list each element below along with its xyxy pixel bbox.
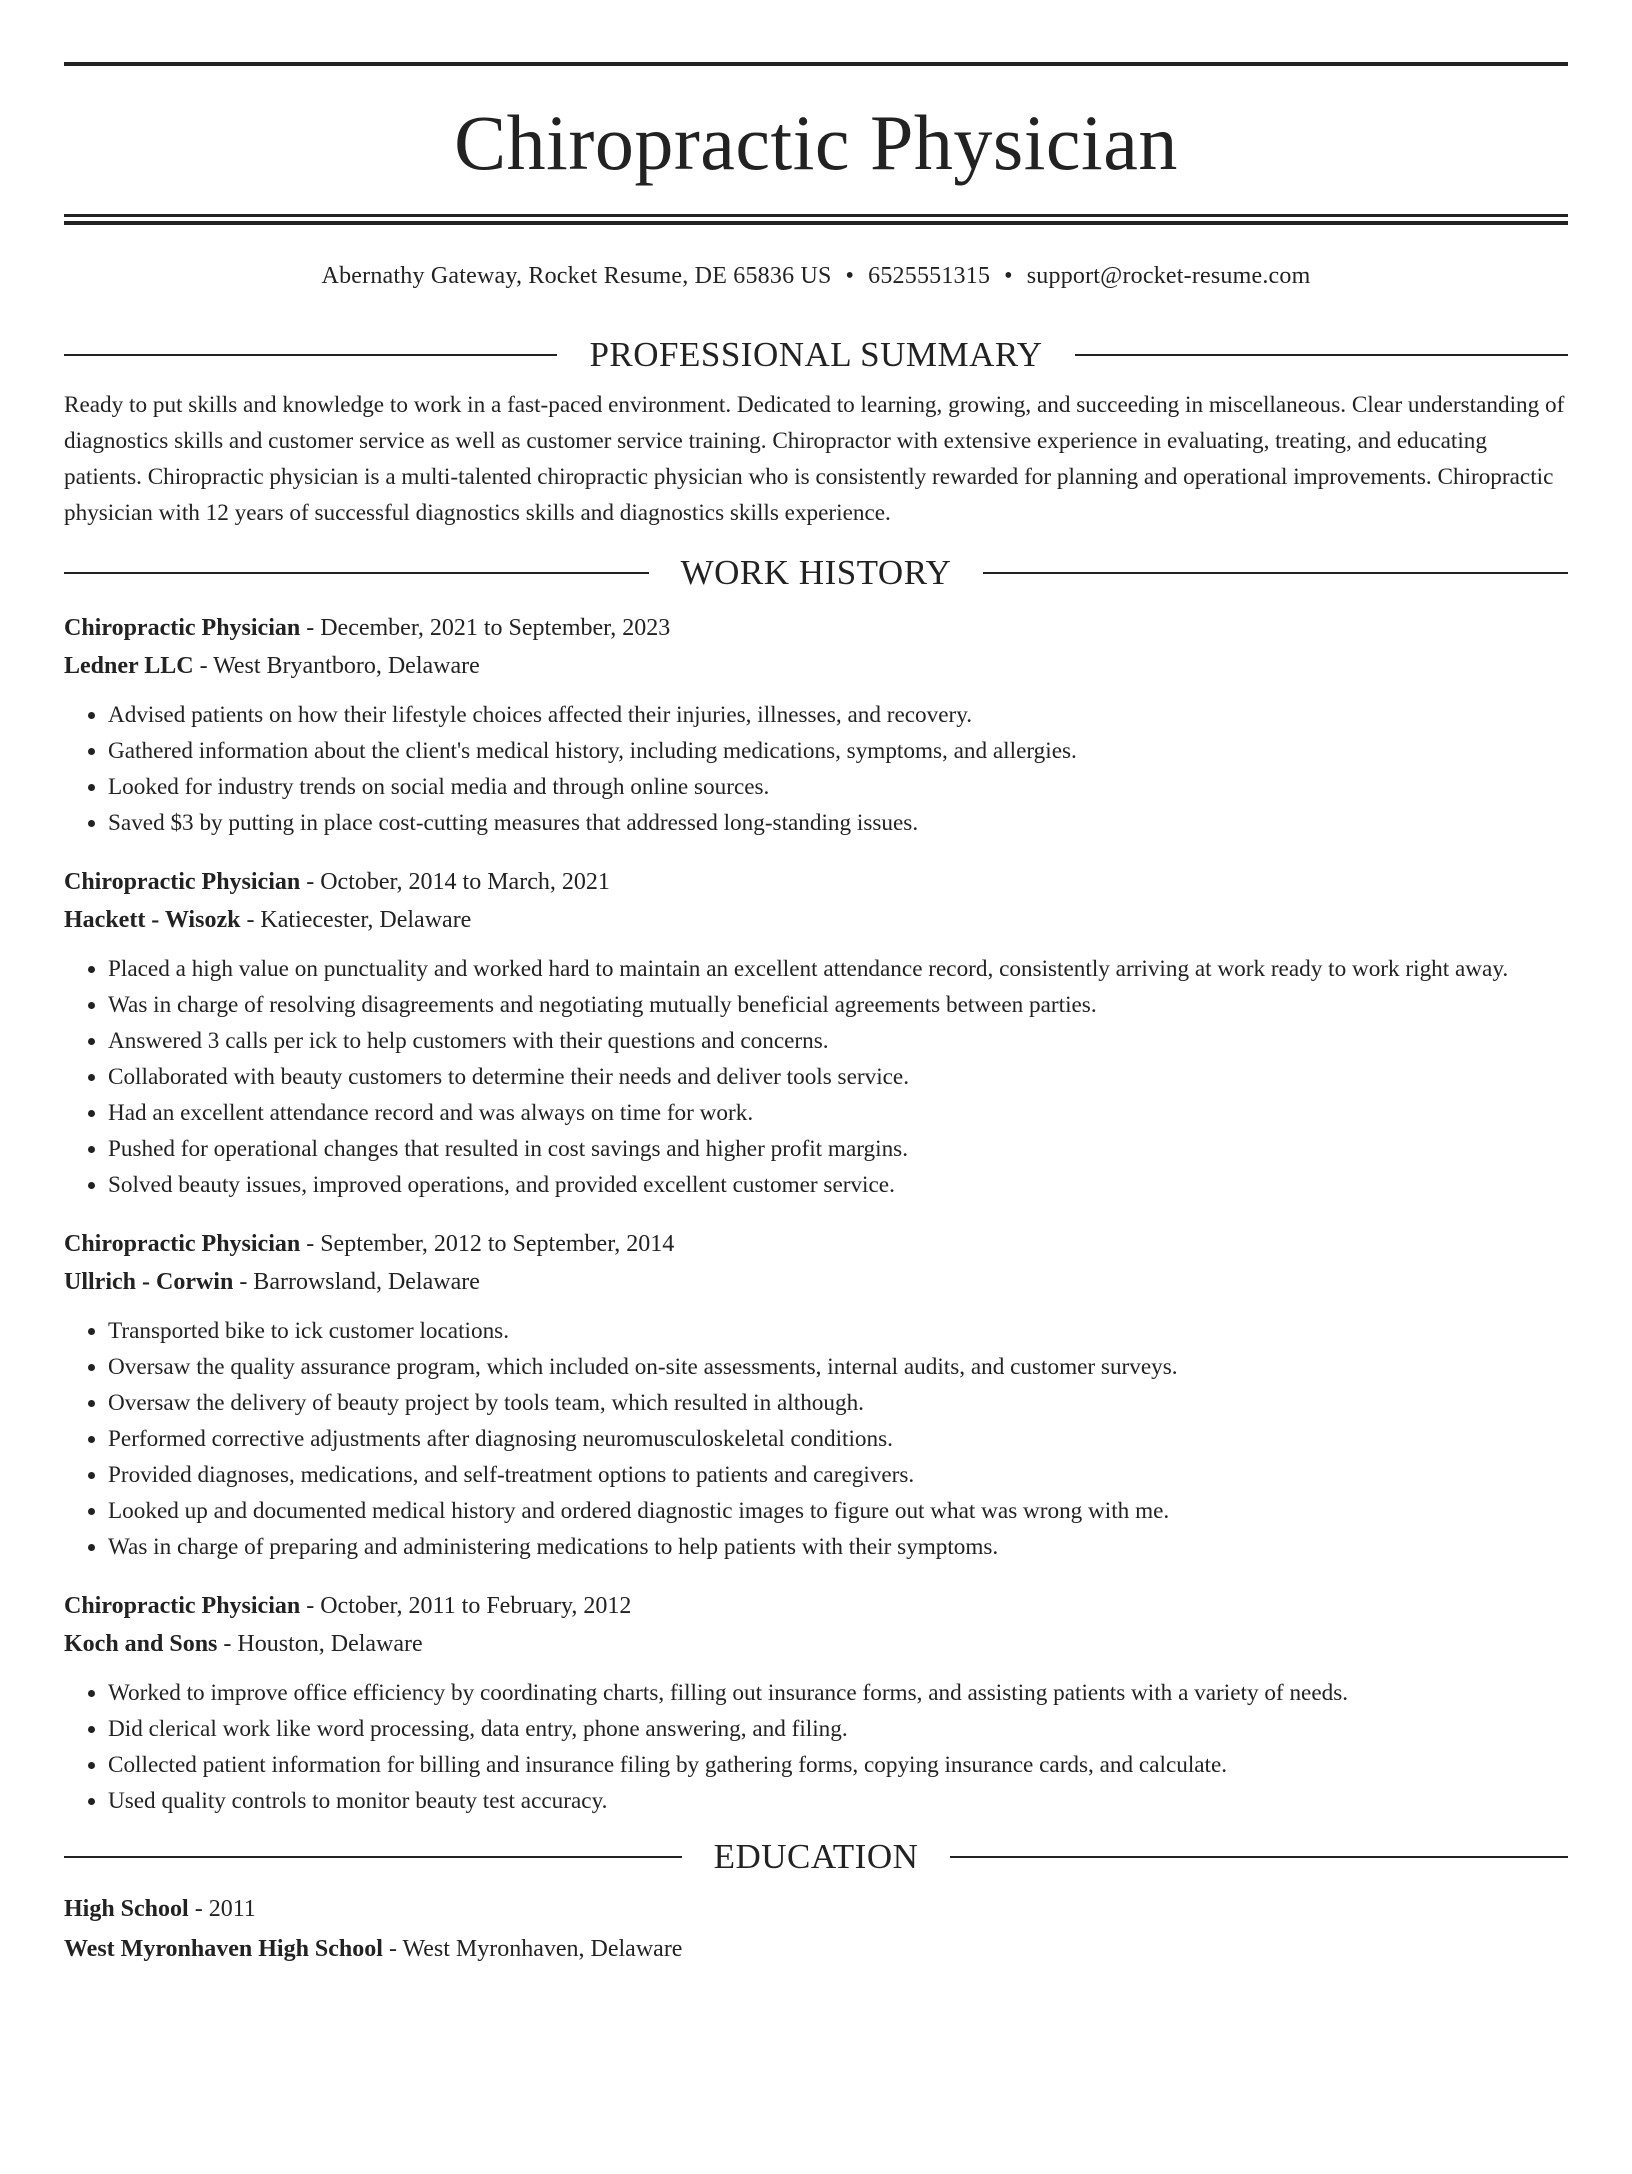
job-location: - West Bryantboro, Delaware [193, 653, 480, 679]
section-title: WORK HISTORY [680, 553, 952, 592]
job-bullet: • Performed corrective adjustments after diagnosing neuromusculoskeletal conditions. [108, 1421, 1568, 1457]
education-location: - West Myronhaven, Delaware [382, 1936, 683, 1962]
section-header-education [64, 1837, 1568, 1877]
job-bullet: • Advised patients on how their lifestyle choices affected their injuries, illnesses, and recovery. [108, 697, 1568, 733]
job-bullet: • Answered 3 calls per ick to help customers with their questions and concerns. [108, 1023, 1568, 1059]
section-header-work [64, 553, 1568, 593]
education-year: - 2011 [188, 1896, 256, 1922]
education-degree: High School [64, 1896, 189, 1922]
job-company: Hackett - Wisozk [64, 907, 241, 933]
job-entry [64, 1587, 1568, 1819]
job-dates: - October, 2014 to March, 2021 [300, 869, 610, 895]
contact-phone: 6525551315 [868, 263, 991, 289]
job-bullet: • Saved $3 by putting in place cost-cutting measures that addressed long-standing issues. [108, 805, 1568, 841]
job-bullets [64, 697, 1568, 841]
job-dates: - September, 2012 to September, 2014 [300, 1231, 675, 1257]
job-role: Chiropractic Physician [64, 1593, 301, 1619]
job-role: Chiropractic Physician [64, 615, 301, 641]
job-entry [64, 863, 1568, 1203]
education-school: West Myronhaven High School [64, 1936, 383, 1962]
job-role: Chiropractic Physician [64, 1231, 301, 1257]
job-bullet: • Solved beauty issues, improved operations, and provided excellent customer service. [108, 1167, 1568, 1203]
education-degree-line [64, 1889, 1568, 1929]
header-double-rule [64, 214, 1568, 225]
job-bullets [64, 1313, 1568, 1565]
section-rule [983, 572, 1568, 574]
job-title-line [64, 609, 1568, 647]
job-bullet: • Provided diagnoses, medications, and self-treatment options to patients and caregivers. [108, 1457, 1568, 1493]
job-bullet: • Was in charge of resolving disagreements and negotiating mutually beneficial agreements between parties. [108, 987, 1568, 1023]
job-location: - Barrowsland, Delaware [233, 1269, 480, 1295]
job-bullet: • Worked to improve office efficiency by coordinating charts, filling out insurance forms, and assisting patients with a variety of needs. [108, 1675, 1568, 1711]
contact-email: support@rocket-resume.com [1026, 263, 1311, 289]
education-school-line [64, 1929, 1568, 1969]
section-rule [64, 572, 649, 574]
resume-page [0, 62, 1632, 2174]
job-company-line [64, 1263, 1568, 1301]
job-company: Ledner LLC [64, 653, 194, 679]
contact-separator: • [1004, 263, 1013, 289]
job-entry [64, 609, 1568, 841]
job-entry [64, 1225, 1568, 1565]
section-rule [1075, 354, 1568, 356]
job-bullet: • Oversaw the quality assurance program, which included on-site assessments, internal audits, and customer surveys. [108, 1349, 1568, 1385]
job-bullet: • Pushed for operational changes that resulted in cost savings and higher profit margins. [108, 1131, 1568, 1167]
section-header-summary [64, 335, 1568, 375]
job-dates: - December, 2021 to September, 2023 [300, 615, 671, 641]
section-rule [64, 1856, 682, 1858]
top-rule [64, 62, 1568, 66]
job-bullet: • Placed a high value on punctuality and worked hard to maintain an excellent attendance record, consistently arriving at work ready to work right away. [108, 951, 1568, 987]
section-rule [64, 354, 557, 356]
job-company: Ullrich - Corwin [64, 1269, 234, 1295]
job-bullet: • Gathered information about the client's medical history, including medications, symptoms, and allergies. [108, 733, 1568, 769]
job-title-line [64, 863, 1568, 901]
job-bullet: • Had an excellent attendance record and was always on time for work. [108, 1095, 1568, 1131]
job-bullets [64, 1675, 1568, 1819]
job-company-line [64, 1625, 1568, 1663]
job-bullets [64, 951, 1568, 1203]
job-company-line [64, 647, 1568, 685]
contact-separator: • [845, 263, 855, 289]
job-company: Koch and Sons [64, 1631, 218, 1657]
job-location: - Houston, Delaware [217, 1631, 423, 1657]
job-bullet: • Oversaw the delivery of beauty project by tools team, which resulted in although. [108, 1385, 1568, 1421]
job-bullet: • Did clerical work like word processing, data entry, phone answering, and filing. [108, 1711, 1568, 1747]
job-bullet: • Looked up and documented medical history and ordered diagnostic images to figure out what was wrong with me. [108, 1493, 1568, 1529]
job-role: Chiropractic Physician [64, 869, 301, 895]
job-bullet: • Transported bike to ick customer locations. [108, 1313, 1568, 1349]
job-bullet: • Collected patient information for billing and insurance filing by gathering forms, copying insurance cards, and calculate. [108, 1747, 1568, 1783]
section-rule [950, 1856, 1568, 1858]
section-title: PROFESSIONAL SUMMARY [589, 335, 1043, 374]
job-title-line [64, 1587, 1568, 1625]
job-location: - Katiecester, Delaware [240, 907, 472, 933]
summary-text: Ready to put skills and knowledge to work in a fast-paced environment. Dedicated to learning, growing, and succeeding in miscellaneous. Clear understanding of diagnostics skills and customer service as well as customer service training. Chiropractor with extensive experience in evaluating, treating, and educating patients. Chiropractic physician is a multi-talented chiropractic physician who is consistently rewarded for planning and operational improvements. Chiropractic physician with 12 years of successful diagnostics skills and diagnostics skills experience. [64, 392, 1565, 526]
job-bullet: • Collaborated with beauty customers to determine their needs and deliver tools service. [108, 1059, 1568, 1095]
job-title-line [64, 1225, 1568, 1263]
job-bullet: • Was in charge of preparing and administering medications to help patients with their symptoms. [108, 1529, 1568, 1565]
work-history-list [64, 609, 1568, 1819]
job-company-line [64, 901, 1568, 939]
resume-name: Chiropractic Physician [454, 99, 1178, 186]
job-bullet: • Used quality controls to monitor beauty test accuracy. [108, 1783, 1568, 1819]
job-bullet: • Looked for industry trends on social media and through online sources. [108, 769, 1568, 805]
job-dates: - October, 2011 to February, 2012 [300, 1593, 632, 1619]
contact-address: Abernathy Gateway, Rocket Resume, DE 65836 US [321, 263, 832, 289]
section-title: EDUCATION [713, 1837, 919, 1876]
education-entry [64, 1889, 1568, 1969]
contact-line [64, 261, 1568, 291]
